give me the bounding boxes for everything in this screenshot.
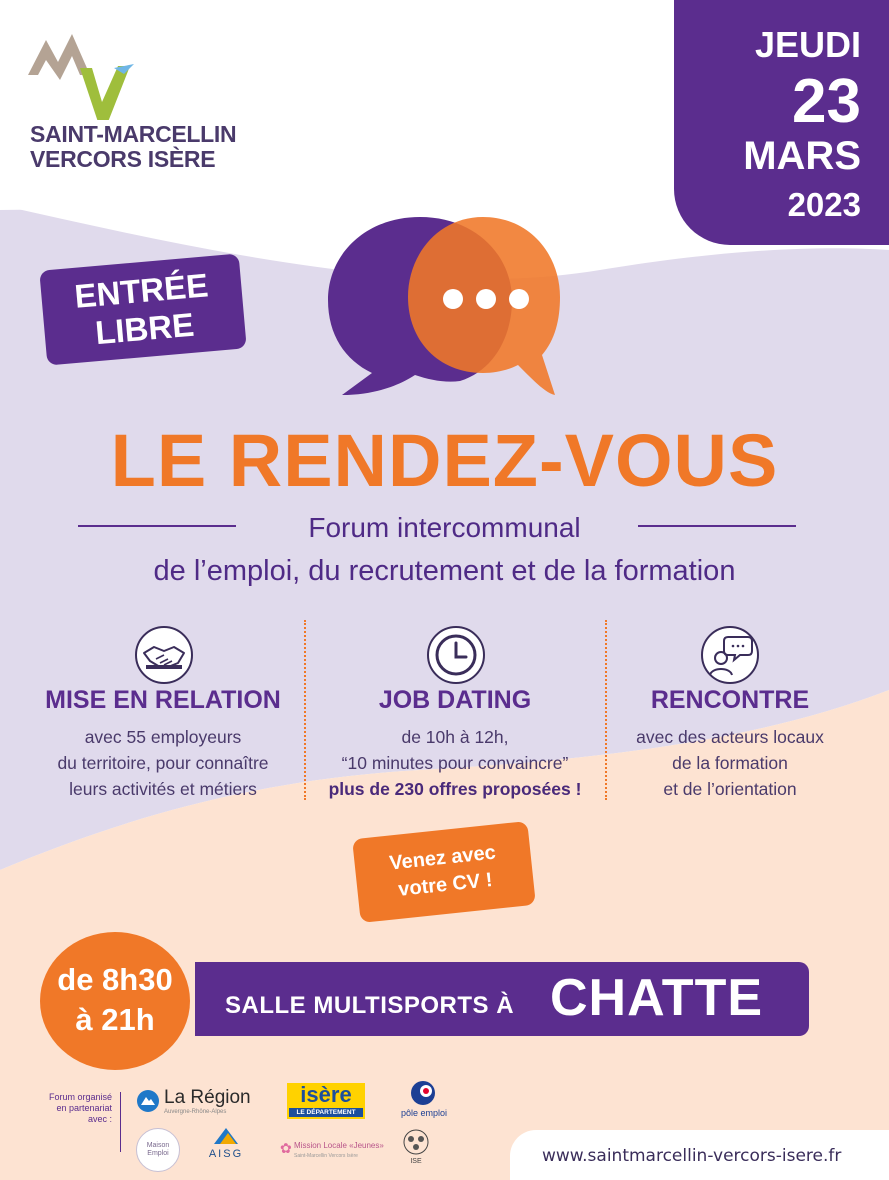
isere-sub: LE DÉPARTEMENT	[289, 1108, 363, 1117]
region-icon	[136, 1089, 160, 1113]
date-day-name: JEUDI	[754, 24, 861, 65]
isere-name: isère	[300, 1082, 352, 1107]
main-title: LE RENDEZ-VOUS	[110, 419, 779, 502]
date-year: 2023	[787, 186, 861, 223]
hours-line1: de 8h30	[57, 962, 173, 997]
mission-locale-logo	[278, 1138, 390, 1168]
url-box	[510, 1130, 889, 1180]
column-heading: MISE EN RELATION	[45, 686, 281, 714]
maison-emploi-logo	[136, 1128, 180, 1172]
pole-emploi-logo	[392, 1080, 456, 1122]
subtitle-line1: Forum intercommunal	[308, 512, 581, 543]
column-job-dating	[310, 686, 600, 802]
clock-icon	[426, 625, 486, 685]
cv-line1: Venez avec	[388, 841, 497, 875]
column-line-bold: plus de 230 offres proposées !	[328, 779, 582, 799]
column-mise-en-relation	[18, 686, 308, 802]
aisg-name: AISG	[208, 1148, 244, 1160]
column-line: avec 55 employeurs	[84, 727, 242, 747]
partners-divider	[120, 1092, 121, 1152]
column-line: avec des acteurs locaux	[636, 727, 824, 747]
column-heading: JOB DATING	[378, 686, 532, 714]
date-block	[674, 0, 889, 245]
mission-locale-sub: Saint-Marcellin Vercors Isère	[294, 1153, 358, 1159]
entree-line2: LIBRE	[93, 305, 196, 352]
ise-icon	[402, 1128, 430, 1156]
subtitle-line2: de l’emploi, du recrutement et de la formation	[153, 555, 736, 587]
column-line: leurs activités et métiers	[69, 779, 257, 799]
logo-mark-icon	[28, 30, 138, 120]
entree-libre-badge	[39, 253, 247, 365]
partners-label-line: Forum organisé	[48, 1092, 112, 1102]
partners-label-line: avec :	[87, 1114, 112, 1124]
isere-logo	[287, 1083, 365, 1119]
venue-banner	[195, 962, 809, 1036]
region-sub: Auvergne-Rhône-Alpes	[164, 1109, 227, 1115]
handshake-icon	[134, 625, 194, 685]
ise-name: ISE	[410, 1158, 422, 1165]
logo-line1: SAINT-MARCELLIN	[30, 121, 237, 147]
speech-bubbles-icon	[320, 205, 560, 400]
cv-line2: votre CV !	[397, 869, 494, 901]
column-rencontre	[585, 686, 875, 802]
website-url[interactable]: www.saintmarcellin-vercors-isere.fr	[542, 1146, 842, 1166]
column-line: de la formation	[672, 753, 788, 773]
region-name: La Région	[164, 1087, 251, 1108]
partners-label	[30, 1092, 112, 1125]
logo	[0, 0, 320, 210]
column-line: de 10h à 12h,	[401, 727, 509, 747]
person-chat-icon	[700, 625, 760, 685]
logo-line2: VERCORS ISÈRE	[30, 146, 216, 172]
column-heading: RENCONTRE	[650, 686, 810, 714]
mission-locale-name: Mission Locale «Jeunes»	[294, 1141, 384, 1150]
hours-line2: à 21h	[75, 1002, 155, 1037]
date-day: 23	[792, 67, 861, 136]
entree-line1: ENTRÉE	[73, 266, 210, 315]
mission-locale-icon: ✿	[280, 1140, 292, 1156]
column-divider	[304, 620, 306, 800]
ise-logo	[396, 1128, 436, 1170]
maison-emploi-name: Maison Emploi	[146, 1142, 170, 1157]
date-month: MARS	[743, 134, 861, 178]
venue-city: CHATTE	[550, 969, 764, 1027]
pole-emploi-name: pôle emploi	[400, 1108, 448, 1118]
column-line: du territoire, pour connaître	[57, 753, 269, 773]
partners-label-line: en partenariat	[56, 1103, 112, 1113]
region-logo	[136, 1087, 266, 1121]
hours-circle	[40, 932, 190, 1070]
pole-emploi-icon	[410, 1080, 436, 1106]
aisg-logo	[196, 1126, 256, 1166]
venue-prefix: SALLE MULTISPORTS À	[225, 992, 515, 1019]
column-line: “10 minutes pour convaincre”	[341, 753, 569, 773]
column-line: et de l’orientation	[663, 779, 797, 799]
aisg-icon	[212, 1126, 240, 1146]
